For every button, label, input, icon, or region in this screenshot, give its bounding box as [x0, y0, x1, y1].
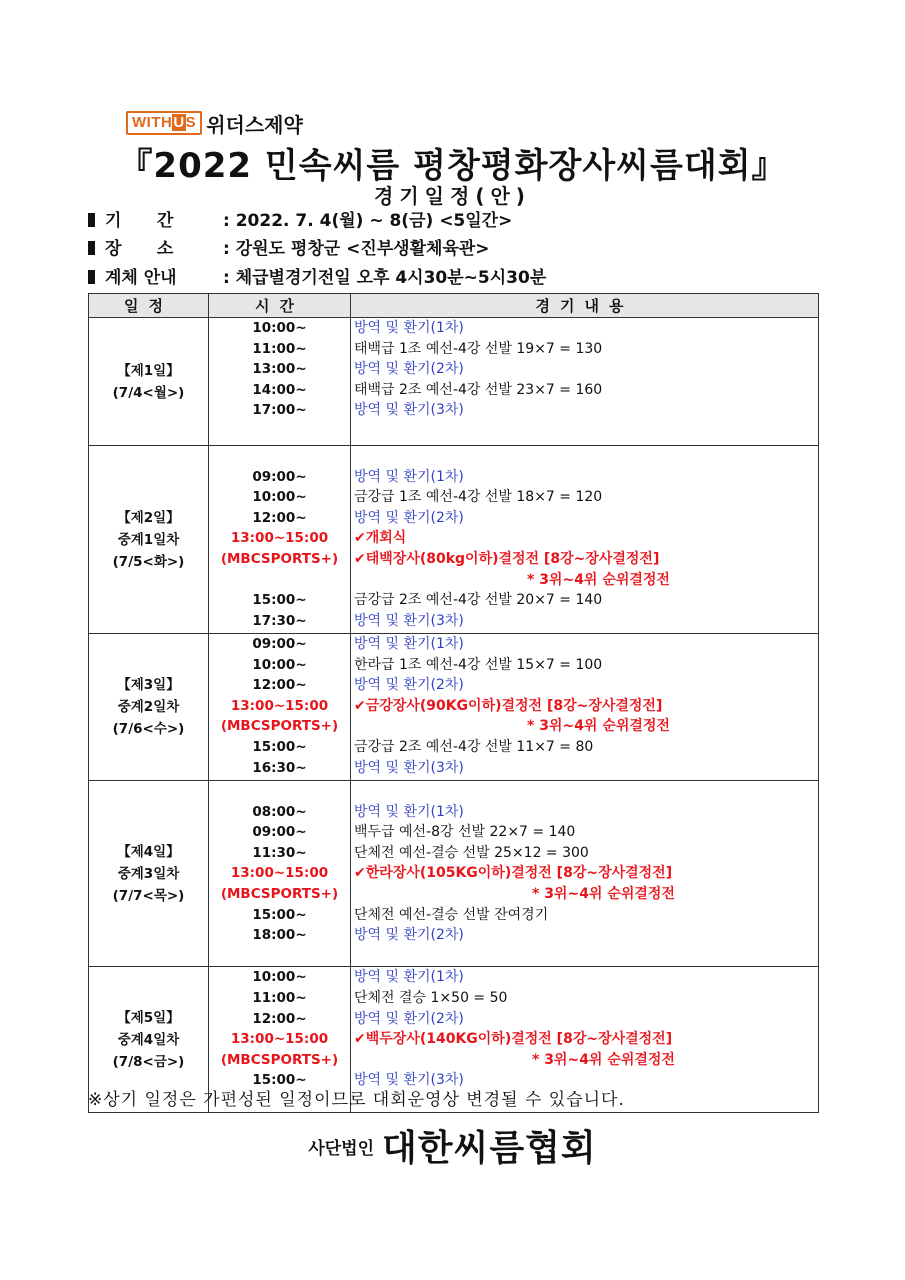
time-label: 15:00~: [252, 1072, 307, 1089]
day-label: 중계4일차: [117, 1031, 180, 1048]
content-cell: [351, 318, 819, 446]
time-label: 10:00~: [252, 320, 307, 336]
day-cell: [89, 781, 209, 967]
time-label: 09:00~: [252, 636, 307, 652]
day-label: 중계3일차: [117, 865, 180, 882]
org-name: 대한씨름협회: [382, 1128, 597, 1169]
time-cell: [209, 634, 351, 781]
day-cell: [89, 318, 209, 446]
time-label: 15:00~: [252, 738, 307, 755]
event-label: 단체전 예선-결승 선발 잔여경기: [354, 906, 549, 923]
event-label: * 3위~4위 순위결정전: [532, 1051, 675, 1068]
event-label: [354, 946, 818, 967]
time-label: 17:30~: [252, 612, 307, 629]
company-logo: [126, 110, 303, 136]
time-label: 15:00~: [252, 592, 307, 609]
time-label: 12:00~: [252, 1010, 307, 1027]
time-label: 11:30~: [252, 844, 307, 861]
time-label: (MBCSPORTS+): [220, 1051, 339, 1068]
info-weigh-in: 계체 안내 : 체급별경기전일 오후 4시30분~5시30분: [88, 263, 546, 288]
time-label: 10:00~: [252, 489, 307, 506]
table-row: [89, 446, 819, 634]
event-label: ✔금강장사(90KG이하)결정전 [8강~장사결정전]: [354, 697, 663, 714]
time-label: 09:00~: [252, 824, 307, 841]
event-label: 금강급 2조 예선-4강 선발 20×7 = 140: [354, 592, 603, 609]
header-time: 시간: [209, 294, 351, 318]
time-label: 11:00~: [252, 989, 307, 1006]
time-label: [209, 946, 350, 967]
event-label: 방역 및 환기(2차): [354, 509, 464, 526]
time-label: 11:00~: [252, 340, 307, 357]
table-row: [89, 318, 819, 446]
time-label: (MBCSPORTS+): [220, 550, 339, 567]
page-title: 『2022 민속씨름 평창평화장사씨름대회』: [118, 146, 787, 186]
time-label: 08:00~: [252, 803, 307, 820]
time-label: 09:00~: [252, 468, 307, 485]
event-label: 단체전 결승 1×50 = 50: [354, 989, 508, 1006]
time-label: 18:00~: [252, 927, 307, 944]
event-label: 한라급 1조 예선-4강 선발 15×7 = 100: [354, 656, 603, 673]
day-label: 중계2일차: [117, 699, 180, 715]
time-label: (MBCSPORTS+): [220, 718, 339, 735]
info-period: 기 간 : 2022. 7. 4(월) ~ 8(금) <5일간>: [88, 206, 512, 231]
day-cell: [89, 634, 209, 781]
time-label: 13:00~15:00: [230, 697, 329, 714]
day-label: (7/8<금>): [112, 1053, 185, 1070]
day-label: 【제1일】: [117, 362, 180, 379]
event-label: ✔태백장사(80kg이하)결정전 [8강~장사결정전]: [354, 550, 660, 567]
day-label: (7/6<수>): [112, 721, 185, 737]
table-row: [89, 781, 819, 967]
event-label: 방역 및 환기(1차): [354, 320, 464, 336]
event-label: [354, 781, 818, 802]
time-label: [209, 446, 350, 467]
event-label: 방역 및 환기(3차): [354, 759, 464, 776]
event-label: 방역 및 환기(1차): [354, 803, 464, 820]
event-label: 방역 및 환기(3차): [354, 402, 464, 419]
time-label: 13:00~15:00: [230, 865, 329, 882]
event-label: 방역 및 환기(2차): [354, 927, 464, 944]
event-label: 금강급 2조 예선-4강 선발 11×7 = 80: [354, 738, 594, 755]
table-row: [89, 634, 819, 781]
event-label: * 3위~4위 순위결정전: [527, 718, 670, 735]
event-label: 금강급 1조 예선-4강 선발 18×7 = 120: [354, 489, 603, 506]
content-cell: [351, 446, 819, 634]
time-label: 10:00~: [252, 969, 307, 986]
footer-organization: [0, 1120, 905, 1171]
header-content: 경기내용: [351, 294, 819, 318]
event-label: ✔한라장사(105KG이하)결정전 [8강~장사결정전]: [354, 865, 673, 882]
day-label: (7/7<목>): [112, 887, 185, 904]
time-cell: [209, 781, 351, 967]
time-label: 13:00~15:00: [230, 530, 329, 547]
time-label: 15:00~: [252, 906, 307, 923]
time-label: (MBCSPORTS+): [220, 885, 339, 902]
time-label: 17:00~: [252, 402, 307, 419]
day-label: (7/4<월>): [112, 384, 185, 401]
content-cell: [351, 781, 819, 967]
event-label: * 3위~4위 순위결정전: [527, 571, 670, 588]
bullet-square-icon: [88, 270, 95, 284]
disclaimer-note: ※상기 일정은 가편성된 일정이므로 대회운영상 변경될 수 있습니다.: [88, 1090, 625, 1110]
org-prefix: 사단법인: [308, 1139, 375, 1159]
event-label: 방역 및 환기(2차): [354, 1010, 464, 1027]
event-label: 방역 및 환기(2차): [354, 361, 464, 378]
time-label: 13:00~: [252, 361, 307, 378]
time-label: 12:00~: [252, 677, 307, 694]
header-day: 일정: [89, 294, 209, 318]
event-label: 방역 및 환기(1차): [354, 468, 464, 485]
schedule-table: [88, 293, 819, 1113]
time-label: 14:00~: [252, 381, 307, 398]
time-cell: [209, 446, 351, 634]
day-label: 【제5일】: [117, 1009, 180, 1026]
page-subtitle: 경기일정(안): [374, 184, 531, 208]
time-label: 10:00~: [252, 656, 307, 673]
logo-mark: WITHUS: [126, 111, 202, 135]
table-header-row: [89, 294, 819, 318]
time-cell: [209, 318, 351, 446]
event-label: 방역 및 환기(3차): [354, 612, 464, 629]
day-label: 중계1일차: [117, 531, 180, 548]
event-label: ✔백두장사(140KG이하)결정전 [8강~장사결정전]: [354, 1031, 673, 1048]
day-label: 【제2일】: [117, 509, 180, 526]
event-label: 태백급 1조 예선-4강 선발 19×7 = 130: [354, 340, 603, 357]
event-label: 방역 및 환기(2차): [354, 677, 464, 694]
event-label: ✔개회식: [354, 530, 407, 547]
time-label: 16:30~: [252, 759, 307, 776]
time-label: 12:00~: [252, 509, 307, 526]
event-label: 백두급 예선-8강 선발 22×7 = 140: [354, 824, 576, 841]
time-label: 13:00~15:00: [230, 1031, 329, 1048]
day-label: (7/5<화>): [112, 553, 185, 570]
bullet-square-icon: [88, 213, 95, 227]
time-label: [209, 570, 350, 591]
info-venue: 장 소 : 강원도 평창군 <진부생활체육관>: [88, 234, 490, 259]
content-cell: [351, 634, 819, 781]
event-label: * 3위~4위 순위결정전: [532, 885, 675, 902]
event-label: [354, 446, 818, 467]
day-cell: [89, 446, 209, 634]
event-label: 방역 및 환기(1차): [354, 969, 464, 986]
logo-name: 위더스제약: [206, 112, 303, 137]
day-label: 【제3일】: [117, 677, 180, 693]
time-label: [209, 781, 350, 802]
bullet-square-icon: [88, 241, 95, 255]
event-label: 방역 및 환기(1차): [354, 636, 464, 652]
event-label: 단체전 예선-결승 선발 25×12 = 300: [354, 844, 589, 861]
event-label: 태백급 2조 예선-4강 선발 23×7 = 160: [354, 381, 603, 398]
event-label: 방역 및 환기(3차): [354, 1072, 464, 1089]
day-label: 【제4일】: [117, 843, 180, 860]
